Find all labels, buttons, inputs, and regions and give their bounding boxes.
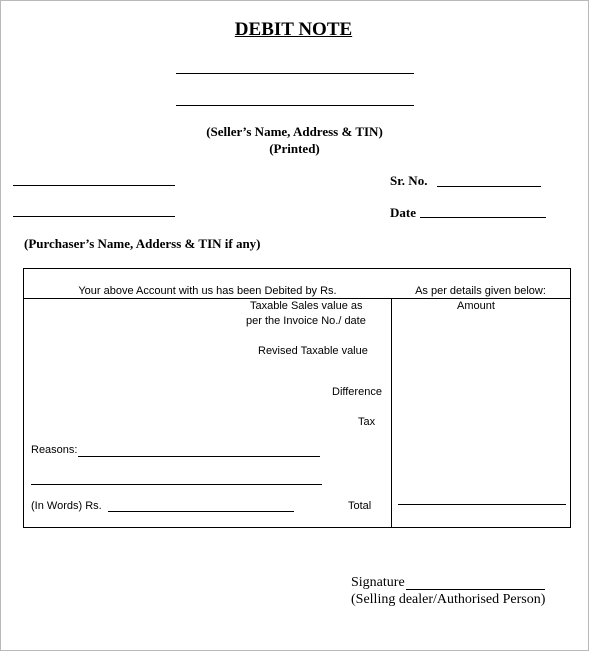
tax-label: Tax — [358, 416, 376, 428]
taxable-label-2: per the Invoice No./ date — [246, 315, 366, 327]
seller-line-2 — [176, 105, 414, 106]
signature-label: Signature — [351, 575, 405, 590]
purchaser-line-1 — [13, 185, 175, 186]
header-details: As per details given below: — [415, 285, 546, 297]
seller-line-1 — [176, 73, 414, 74]
taxable-label-1: Taxable Sales value as — [250, 300, 363, 312]
in-words-line — [108, 511, 294, 512]
date-label: Date — [390, 205, 416, 220]
total-amount-line — [398, 504, 566, 505]
seller-printed-label: (Printed) — [269, 141, 320, 156]
date-field — [420, 217, 546, 218]
amount-label: Amount — [457, 300, 495, 312]
reasons-line-2 — [31, 484, 322, 485]
revised-taxable-label: Revised Taxable value — [258, 345, 368, 357]
signature-line — [406, 589, 545, 590]
purchaser-line-2 — [13, 216, 175, 217]
sr-no-label: Sr. No. — [390, 173, 428, 188]
total-label: Total — [348, 500, 372, 512]
seller-label: (Seller’s Name, Address & TIN) — [206, 124, 383, 139]
reasons-line-1 — [78, 456, 320, 457]
in-words-label: (In Words) Rs. — [31, 500, 102, 512]
sr-no-field — [437, 186, 541, 187]
difference-label: Difference — [332, 386, 382, 398]
reasons-label: Reasons: — [31, 444, 78, 456]
page-title: DEBIT NOTE — [234, 19, 353, 40]
header-debited: Your above Account with us has been Debited by Rs. — [78, 285, 337, 297]
purchaser-label: (Purchaser’s Name, Adderss & TIN if any) — [24, 236, 261, 251]
table-header-divider — [24, 298, 570, 299]
table-column-divider — [391, 299, 392, 527]
signature-subtitle: (Selling dealer/Authorised Person) — [351, 592, 546, 607]
